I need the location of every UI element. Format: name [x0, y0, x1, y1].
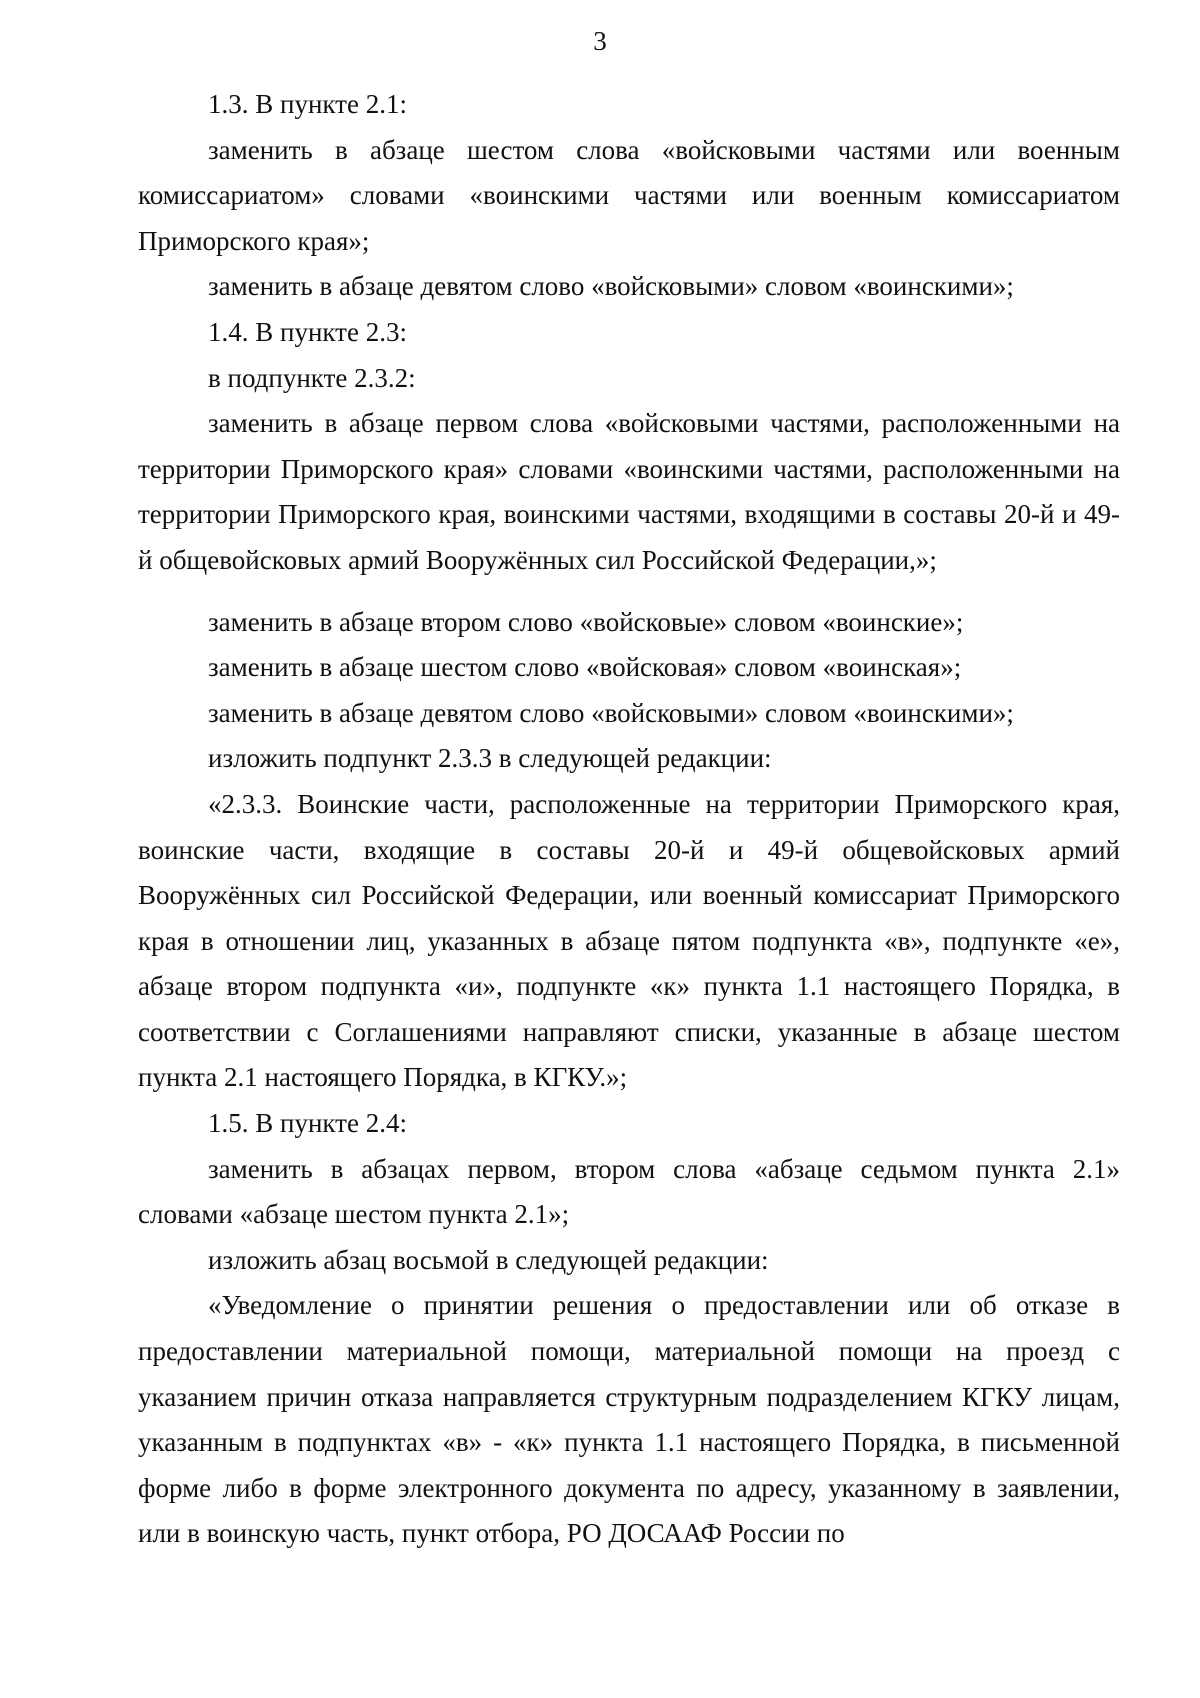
paragraph-quote-2-3-3: «2.3.3. Воинские части, расположенные на территории Приморского края, воинские части, входящие в составы 20-й и 49-й общевойсковых армий Вооружённых сил Российской Федерации, или военный комиссариат Приморского края в отношении лиц, указанных в абзаце пятом подпункта «в», подпункте «е», абзаце втором подпункта «и», подпункте «к» пункта 1.1 настоящего Порядка, в соответствии с Соглашениями направляют списки, указанные в абзаце шестом пункта 2.1 настоящего Порядка, в КГКУ.»; — [138, 788, 1120, 1093]
paragraph-subclause-2-3-2: в подпункте 2.3.2: — [208, 362, 416, 393]
paragraph-1-5-heading: 1.5. В пункте 2.4: — [208, 1108, 407, 1139]
document-body — [138, 82, 1120, 1557]
paragraph-replace-first: заменить в абзаце первом слова «войсковыми частями, расположенными на территории Приморского края» словами «воинскими частями, расположенными на территории Приморского края, воинскими частями, входящими в составы 20-й и 49-й общевойсковых армий Вооружённых сил Российской Федерации,»; — [138, 408, 1120, 575]
paragraph-quote-notification: «Уведомление о принятии решения о предоставлении или об отказе в предоставлении материальной помощи, материальной помощи на проезд с указанием причин отказа направляется структурным подразделением КГКУ лицам, указанным в подпунктах «в» - «к» пункта 1.1 настоящего Порядка, в письменной форме либо в форме электронного документа по адресу, указанному в заявлении, или в воинскую часть, пункт отбора, РО ДОСААФ России по — [138, 1290, 1120, 1549]
paragraph-replace-ninth-2: заменить в абзаце девятом слово «войсковыми» словом «воинскими»; — [208, 697, 1014, 728]
page-number: 3 — [593, 26, 607, 56]
paragraph-restate-eighth: изложить абзац восьмой в следующей редакции: — [208, 1244, 769, 1275]
paragraph-1-4-heading: 1.4. В пункте 2.3: — [208, 316, 407, 347]
paragraph-replace-ninth: заменить в абзаце девятом слово «войсковыми» словом «воинскими»; — [208, 271, 1014, 302]
paragraph-restate-2-3-3: изложить подпункт 2.3.3 в следующей редакции: — [208, 743, 772, 774]
paragraph-replace-commissariat: заменить в абзаце шестом слова «войсковыми частями или военным комиссариатом» словами «воинскими частями или военным комиссариатом Приморского края»; — [138, 134, 1120, 256]
paragraph-1-3-heading: 1.3. В пункте 2.1: — [208, 89, 407, 119]
paragraph-replace-second: заменить в абзаце втором слово «войсковые» словом «воинские»; — [208, 606, 964, 637]
paragraph-replace-sixth: заменить в абзаце шестом слово «войсковая» словом «воинская»; — [208, 652, 962, 683]
paragraph-replace-first-second: заменить в абзацах первом, втором слова «абзаце седьмом пункта 2.1» словами «абзаце шестом пункта 2.1»; — [138, 1153, 1120, 1230]
